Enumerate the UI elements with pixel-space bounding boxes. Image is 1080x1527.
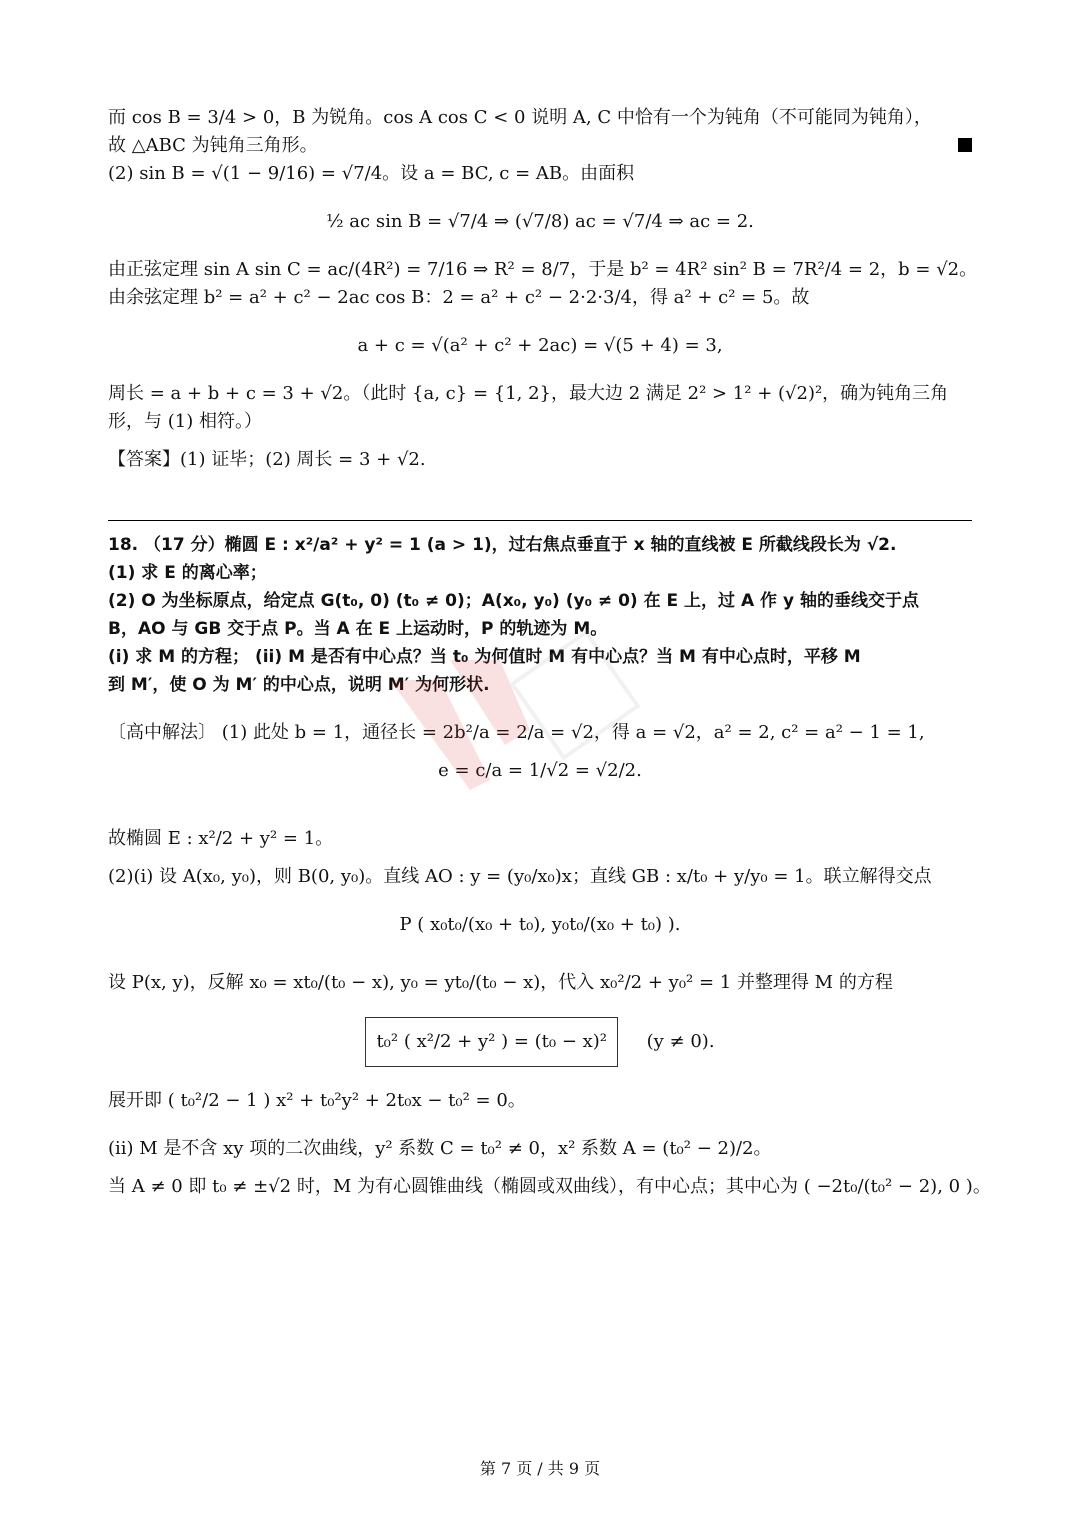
question-line: (i) 求 M 的方程； (ii) M 是否有中心点？当 t₀ 为何值时 M 有中心点？当 M 有中心点时，平移 M <box>108 647 861 667</box>
page-footer: 第 7 页 / 共 9 页 <box>479 1459 601 1478</box>
text-line: 周长 = a + b + c = 3 + √2。（此时 {a, c} = {1, 2}，最大边 2 满足 2² > 1² + (√2)²，确为钝角三角 <box>108 383 949 404</box>
solution-line: (2)(i) 设 A(x₀, y₀)，则 B(0, y₀)。直线 AO : y = (y₀/x₀)x；直线 GB : x/t₀ + y/y₀ = 1。联立解得交点 <box>108 866 932 887</box>
solution-line: 设 P(x, y)，反解 x₀ = xt₀/(t₀ − x), y₀ = yt₀/(t₀ − x)，代入 x₀²/2 + y₀² = 1 并整理得 M 的方程 <box>108 972 893 993</box>
document-body <box>108 104 991 1201</box>
solution-line: 展开即 ( t₀²/2 − 1 ) x² + t₀²y² + 2t₀x − t₀² = 0。 <box>108 1090 526 1111</box>
solution-line: (ii) M 是不含 xy 项的二次曲线，y² 系数 C = t₀² ≠ 0，x² 系数 A = (t₀² − 2)/2。 <box>108 1138 772 1159</box>
text-line: 形，与 (1) 相符。） <box>108 411 262 432</box>
solution-line: 当 A ≠ 0 即 t₀ ≠ ±√2 时，M 为有心圆锥曲线（椭圆或双曲线），有中心点；其中心为 ( −2t₀/(t₀² − 2), 0 )。 <box>108 1176 991 1197</box>
qed-square-icon <box>958 138 972 152</box>
text-line: 由正弦定理 sin A sin C = ac/(4R²) = 7/16 ⇒ R² = 8/7，于是 b² = 4R² sin² B = 7R²/4 = 2，b = √2。 <box>108 259 978 280</box>
display-equation: P ( x₀t₀/(x₀ + t₀), y₀t₀/(x₀ + t₀) ). <box>399 914 681 935</box>
boxed-equation: t₀² ( x²/2 + y² ) = (t₀ − x)² <box>365 1017 618 1067</box>
solution-line: 故椭圆 E : x²/2 + y² = 1。 <box>108 828 334 849</box>
display-equation: e = c/a = 1/√2 = √2/2. <box>438 760 642 781</box>
display-equation: ½ ac sin B = √7/4 ⇒ (√7/8) ac = √7/4 ⇒ ac = 2. <box>326 211 754 232</box>
text-line <box>108 132 972 160</box>
text-line: (2) sin B = √(1 − 9/16) = √7/4。设 a = BC, c = AB。由面积 <box>108 163 635 184</box>
answer-line: 【答案】(1) 证毕；(2) 周长 = 3 + √2. <box>108 449 426 470</box>
question-line: (1) 求 E 的离心率； <box>108 563 267 583</box>
solution-line: 〔高中解法〕 (1) 此处 b = 1，通径长 = 2b²/a = 2/a = √2，得 a = √2，a² = 2, c² = a² − 1 = 1, <box>108 722 925 743</box>
text-line: 而 cos B = 3/4 > 0，B 为锐角。cos A cos C < 0 说明 A, C 中恰有一个为钝角（不可能同为钝角）， <box>108 107 932 128</box>
boxed-equation-row <box>108 1017 972 1067</box>
question-line: 到 M′，使 O 为 M′ 的中心点，说明 M′ 为何形状. <box>108 675 490 695</box>
section-divider <box>108 520 972 521</box>
text-line: 由余弦定理 b² = a² + c² − 2ac cos B：2 = a² + c² − 2·2·3/4，得 a² + c² = 5。故 <box>108 287 810 308</box>
question-line: (2) O 为坐标原点，给定点 G(t₀, 0) (t₀ ≠ 0)；A(x₀, y₀) (y₀ ≠ 0) 在 E 上，过 A 作 y 轴的垂线交于点 <box>108 591 919 611</box>
question-line: 18. （17 分）椭圆 E : x²/a² + y² = 1 (a > 1)，过右焦点垂直于 x 轴的直线被 E 所截线段长为 √2. <box>108 535 897 555</box>
question-line: B，AO 与 GB 交于点 P。当 A 在 E 上运动时，P 的轨迹为 M。 <box>108 619 608 639</box>
display-equation: a + c = √(a² + c² + 2ac) = √(5 + 4) = 3, <box>357 335 723 356</box>
equation-condition: (y ≠ 0). <box>646 1031 715 1052</box>
text-line-content: 故 △ABC 为钝角三角形。 <box>108 135 318 156</box>
